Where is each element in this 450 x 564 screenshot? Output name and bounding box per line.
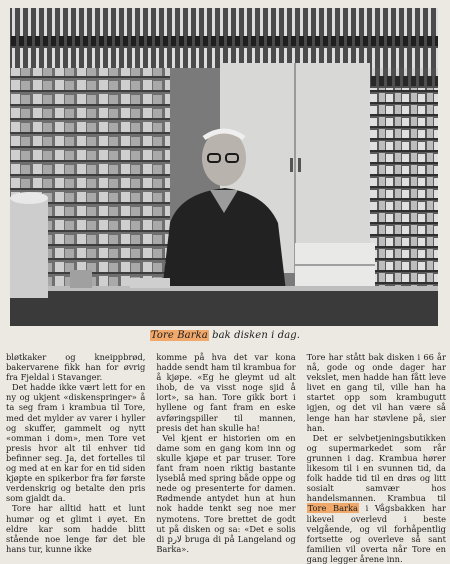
- paragraph: Det er selvbetjeningsbutikken og supermarkedet som rår grunnen i dag. Krambua hører likesom til i en svunnen tid, da folk hadde tid til en drøs og litt sosialt samvær hos handelsmannen. Krambua til Tore Barka i Vågsbakken har likevel overlevd i beste velgående, og vil forhåpentlig fortsette og overleve så sant familien vil overta når Tore en gang legger årene inn.: [306, 432, 446, 564]
- paragraph: bløtkaker og kneippbrød, bakervarene fikk han for øvrig fra Fjeldal i Stavanger.: [6, 352, 146, 383]
- article-column-2: [156, 352, 295, 558]
- paragraph: Tore har stått bak disken i 66 år nå, gode og onde dager har vekslet, men hadde han fått leve livet en gang til, ville han ha startet opp som krambugutt igjen, og det vil han være så lenge han har støvlene på, sier han.: [306, 352, 446, 433]
- article-body: [6, 352, 446, 564]
- name-highlight: Tore Barka: [307, 503, 358, 514]
- paragraph: komme på hva det var kona hadde sendt ham til krambua for å kjøpe. «Eg he gleymt ud alt ihob, de va visst noge sjid å lort», sa han. Tore gikk bort i hyllene og fant fram en eske avføringspiller til mannen, presis det han skulle ha!: [156, 352, 296, 433]
- shop-interior-photo: [10, 8, 438, 326]
- caption-name-highlight: Tore Barka: [150, 330, 208, 341]
- article-column-3: [306, 352, 446, 564]
- photo-caption: [0, 330, 450, 341]
- paragraph: Det hadde ikke vært lett for en ny og ukjent «diskenspringer» å ta seg fram i krambua til Tore, med det mylder av varer i hyller og skuffer, gammelt og nytt «omman i dom», men Tore vet presis hvor alt til enhver tid befinner seg. Ja, det fortelles til og med at en kar for en tid siden kjøpte en spikerbor fra før første verdenskrig og betalte den pris som gjaldt da.: [6, 382, 146, 504]
- caption-text: bak disken i dag.: [208, 330, 301, 341]
- article-column-1: [6, 352, 145, 558]
- photo-tore-barka-behind-counter: [10, 8, 438, 326]
- paragraph: Tore har alltid hatt et lunt humør og et glimt i øyet. En eldre kar som hadde blitt stående noe lenge før det ble hans tur, kunne ikke: [6, 503, 146, 554]
- paragraph: Vel kjent er historien om en dame som en gang kom inn og skulle kjøpe et par truser. Tore fant fram noen riktig bastante lyseblå med spring både oppe og nede og presenterte for damen. Rødmende antydet hun at hun nok hadde tenkt seg noe mer nymotens. Tore brettet de godt ut på disken og sa: «Det e solis di pلار bruga di på Langeland og Barka».: [156, 432, 296, 554]
